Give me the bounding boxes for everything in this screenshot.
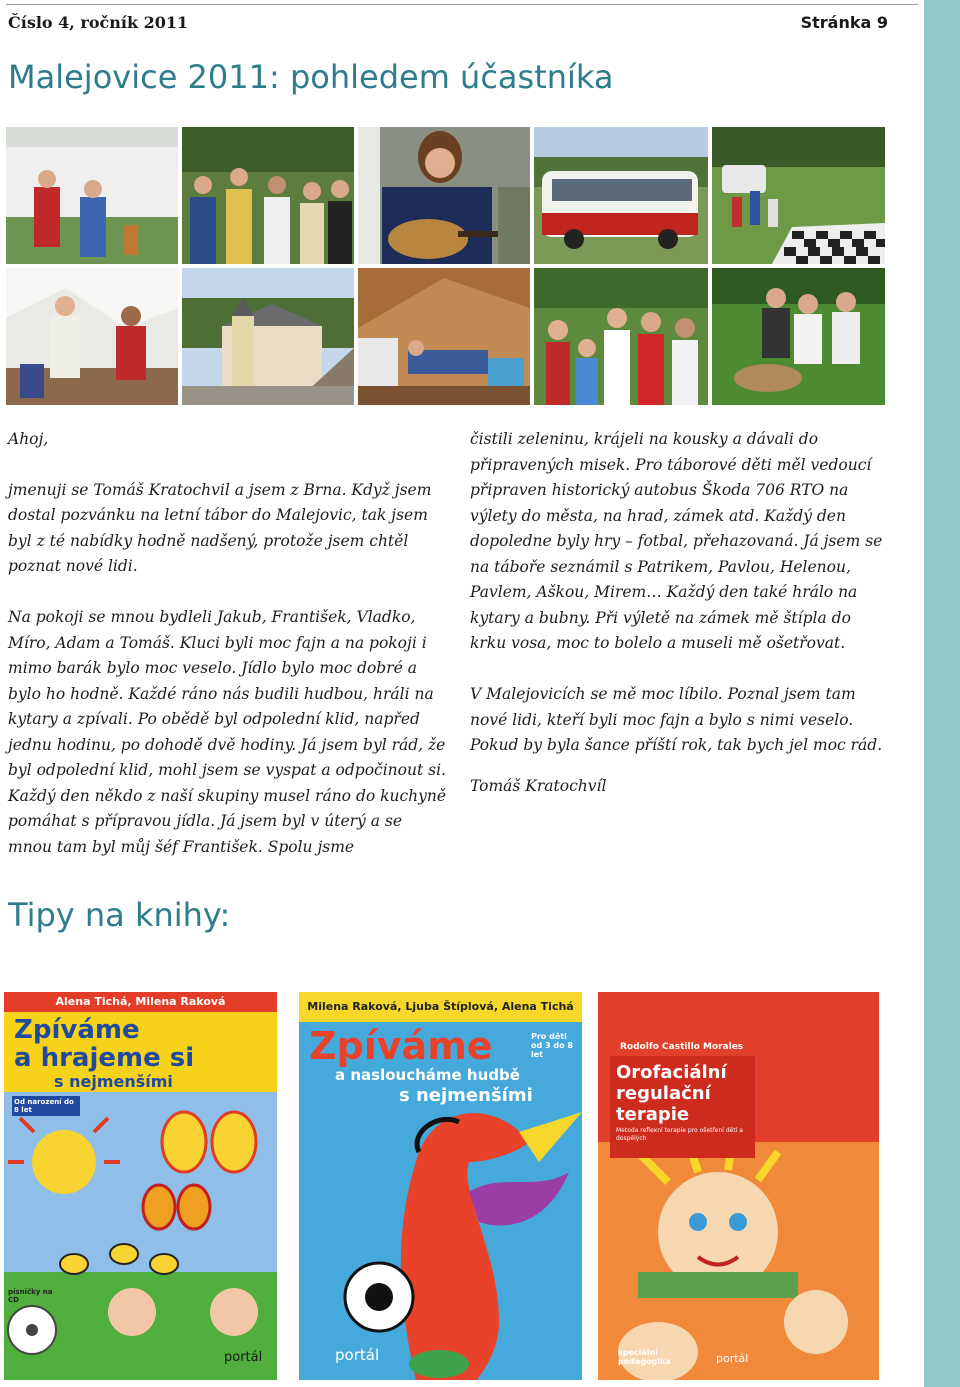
book-title [309, 1026, 549, 1108]
decorative-sidebar [924, 0, 960, 1387]
book-subtitle: Metoda reflexní terapie pro ošetření dětí a dospělých [616, 1127, 743, 1142]
photo-castle [182, 268, 354, 405]
photo-giant-chess [712, 127, 885, 264]
paragraph: čistili zeleninu, krájeli na kousky a dávali do připravených misek. Pro táborové děti měl vedoucí připraven historický autobus Škoda 706 RTO na výlety do města, na hrad, zámek atd. Každý den dopoledne byly hry – fotbal, přehazovaná. Já jsem se na táboře seznámil s Patrikem, Pavlou, Helenou, Pavlem, Aškou, Mirem… Každý den také hrálo na kytary a bubny. Při výletě na zámek mě štípla do krku vosa, moc to bolelo a museli mě ošetřovat. [470, 430, 883, 652]
book-age-label: Od narození do 8 let [12, 1096, 80, 1116]
book-title-line: a hrajeme si [14, 1043, 195, 1073]
greeting: Ahoj, [8, 430, 49, 448]
book-age-line: od 3 do 8 let [531, 1041, 573, 1059]
paragraph: Na pokoji se mnou bydleli Jakub, František, Vladko, Míro, Adam a Tomáš. Kluci byli moc fajn a na pokoji i mimo barák bylo moc veselo. Jídlo bylo moc dobré a bylo ho hodně. Každé ráno nás budili hudbou, hráli na kytary a zpívali. Po obědě byl odpolední klid, napřed jednu hodinu, po dohodě dvě hodiny. Já jsem byl rád, že byl odpolední klid, mohl jsem se vyspat a odpočinout si. Každý den někdo z naší skupiny musel ráno do kuchyně pomáhat s přípravou jídla. Já jsem byl v úterý a se mnou tam byl můj šéf František. Spolu jsme [8, 608, 447, 856]
page-number: Stránka 9 [800, 13, 888, 32]
book-title-line: s nejmenšími [54, 1072, 173, 1091]
book-series: speciální pedagogika [618, 1348, 671, 1366]
book-title-line: regulační [616, 1083, 711, 1104]
book-age-line: Pro děti [531, 1032, 567, 1041]
book-title-line: Zpíváme [14, 1015, 140, 1045]
photo-kids-garden [534, 268, 708, 405]
photo-tent-group [6, 127, 178, 264]
books-section-title: Tipy na knihy: [8, 896, 231, 934]
issue-number: Číslo 4, ročník 2011 [8, 13, 189, 32]
book-title-line: s nejmenšími [399, 1085, 533, 1106]
article-left-column [8, 427, 450, 886]
author-signature: Tomáš Kratochvíl [470, 776, 607, 795]
header-rule [6, 4, 918, 5]
book-publisher: portál [335, 1346, 380, 1364]
photo-camp-group [182, 127, 354, 264]
photo-group-dog [712, 268, 885, 405]
article-right-column [470, 427, 886, 825]
book-authors: Milena Raková, Ljuba Štíplová, Alena Tichá [307, 1000, 574, 1013]
photo-attic-room [358, 268, 530, 405]
book-publisher: portál [224, 1350, 263, 1365]
book-cd-label: písničky na CD [8, 1288, 53, 1304]
book-cover-zpivame-nasloucháme [299, 992, 582, 1380]
book-title-panel [610, 1056, 755, 1158]
book-publisher: portál [716, 1352, 749, 1365]
photo-drums-tent [6, 268, 178, 405]
book-cover-zpivame-hrajeme [4, 992, 277, 1380]
paragraph: jmenuji se Tomáš Kratochvil a jsem z Brna. Když jsem dostal pozvánku na letní tábor do Malejovic, tak jsem byl z té nabídky hodně nadšený, protože jsem chtěl poznat nové lidi. [8, 480, 432, 575]
photo-girl-guitar [358, 127, 530, 264]
book-title [14, 1016, 274, 1092]
book-authors: Alena Tichá, Milena Raková [55, 995, 226, 1008]
book-title-line: a nasloucháme hudbě [335, 1066, 520, 1084]
book-author: Rodolfo Castillo Morales [620, 1042, 744, 1052]
article-title: Malejovice 2011: pohledem účastníka [8, 58, 614, 96]
book-cover-orofacialni-terapie [598, 992, 879, 1380]
book-title-line: terapie [616, 1104, 690, 1125]
paragraph: V Malejovicích se mě moc líbilo. Poznal jsem tam nové lidi, kteří byli moc fajn a bylo s nimi veselo. Pokud by byla šance příští rok, tak bych jel moc rád. [470, 685, 883, 754]
book-title-line: Zpíváme [309, 1024, 493, 1068]
photo-historic-bus [534, 127, 708, 264]
book-title-line: Orofaciální [616, 1062, 727, 1083]
